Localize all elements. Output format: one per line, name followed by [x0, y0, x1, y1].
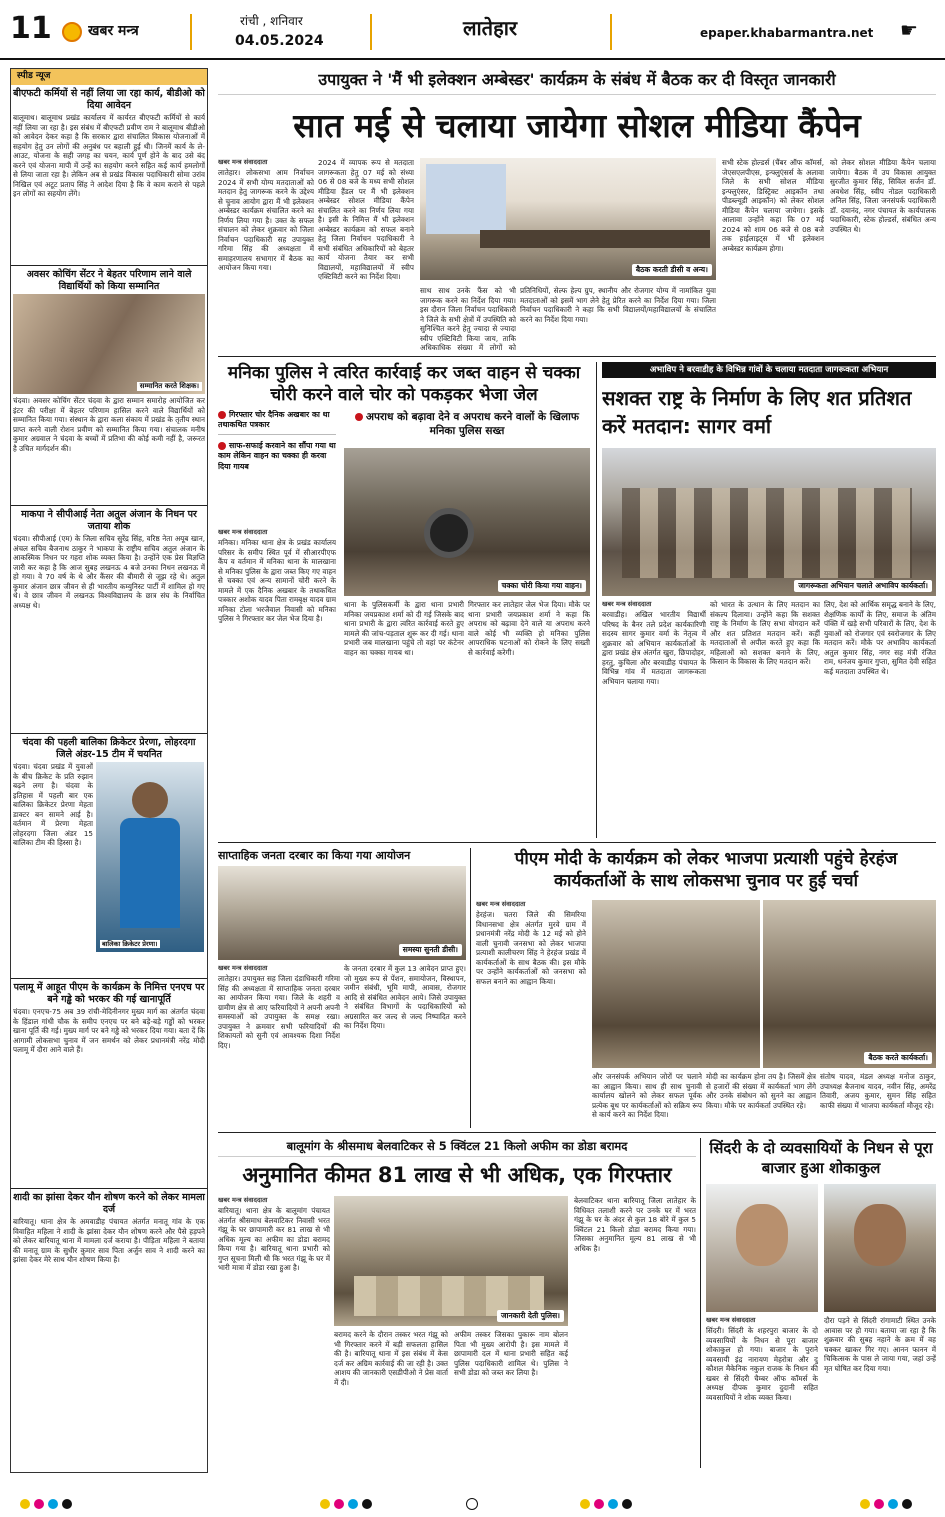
color-dot	[348, 1499, 358, 1509]
wheel	[424, 508, 474, 558]
divider	[218, 842, 936, 843]
darbar-col-1	[218, 964, 340, 1128]
darbar-photo	[218, 866, 466, 960]
site-url[interactable]: epaper.khabarmantra.net	[700, 26, 874, 40]
bullet-icon	[218, 411, 226, 419]
opium-col-1	[218, 1196, 330, 1466]
sidebar-news-5	[11, 979, 207, 1189]
sidebar-news-1	[11, 85, 207, 266]
bullet-item	[218, 410, 336, 435]
sindri-col-2: दौरा पड़ने से सिंदरी रांगामाटी स्थित उनके आवास पर हो गया। बताया जा रहा है कि शुक्रवार की सुबह नहाने के क्रम में वह चक्कर खाकर गिर गए। आनन फानन में चिकित्सक के पास ले जाया गया, जहां उन्हें मृत घोषित कर दिया गया।	[824, 1316, 936, 1373]
sidebar-news-title: अवसर कोचिंग सेंटर ने बेहतर परिणाम लाने वाले विद्यार्थियों को किया सम्मानित	[26, 268, 192, 292]
top-headline: सात मई से चलाया जायेगा सोशल मीडिया कैंपेन	[293, 106, 861, 145]
subheadline-text: अपराध को बढ़ावा देने व अपराध करने वालों के खिलाफ मनिका पुलिस सख्त	[366, 411, 579, 437]
sidebar-news-6	[11, 1189, 207, 1379]
police-subheadline	[344, 410, 590, 438]
vehicle-photo	[344, 448, 590, 596]
divider	[218, 356, 936, 357]
color-dot	[34, 1499, 44, 1509]
police-bullets	[218, 410, 336, 520]
sidebar-news-text: चंदवा। चंदवा प्रखंड में युवाओं के बीच क्रिकेट के प्रति रुझान बढ़ने लगा है। चंदवा के इतिहास में पहली बार एक बालिका क्रिकेटर प्रेरणा मेहता डाक्टर बन सामने आई है। वर्तमान में प्रेरणा मेहता लोहरदगा जिला अंडर 15 बालिका टीम की हिस्सा है।	[13, 762, 93, 848]
top-story-col-6: को लेकर सोशल मीडिया कैंपेन चलाया जायेगा। बैठक में उप विकास आयुक्त सुरजीत कुमार सिंह, सिविल सर्जन डॉ. अवधेश सिंह, स्वीप नोडल पदाधिकारी अनिल सिंह, जिला जनसंपर्क पदाधिकारी डॉ. दयानंद, नगर पंचायत के कार्यपालक पदाधिकारी, स्टेक होल्डर्स, संबंधित अन्य उपस्थित थे।	[830, 158, 936, 234]
businessman-photo-1	[706, 1184, 818, 1312]
color-dot	[48, 1499, 58, 1509]
police-headline: मनिका पुलिस ने त्वरित कार्रवाई कर जब्त वाहन से चक्का चोरी करने वाले चोर को पकड़कर भेजा जेल	[227, 363, 581, 405]
top-story-col-3: साथ साथ उनके फैंस को भी जागरूक करने का निर्देश दिया गया। इस दौरान जिला निर्वाचन पदाधिकारी ने जिले के सभी क्षेत्रों में उपस्थिति को सुनिश्चित करने हेतु ज्यादा से ज्यादा स्वीप एक्टिविटी किया जाय, ताकि अधिकाधिक संख्या में लोगों को	[420, 286, 516, 352]
photo-caption: बैठक करती डीसी व अन्य।	[632, 264, 712, 276]
bjp-meeting-photo	[592, 900, 936, 1068]
story-text: लातेहार। लोकसभा आम निर्वाचन 2024 में सभी योग्य मतदाताओं को मतदान हेतु जागरूक करने के उद्देश्य से चुनाव आयोग द्वारा मैं भी इलेक्शन अम्बेस्डर कार्यक्रम संचालित करने का निर्णय लिया गया है। उक्त के सफल संचालन को लेकर शुक्रवार को जिला निर्वाचन पदाधिकारी सह उपायुक्त गरिमा सिंह की अध्यक्षता में समाहरणालय सभागार में बैठक का आयोजन किया गया।	[218, 168, 314, 273]
color-dot	[902, 1499, 912, 1509]
police-col-3: गिरफ्तार कर लातेहार जेल भेज दिया। मौके पर थाना प्रभारी जयप्रकाश शर्मा ने कहा कि अपराध को बढ़ावा देने वाले या अपराध करने वाले कोई भी व्यक्ति हो मनिका पुलिस आपराधिक घटनाओं को रोकने के लिए सख्ती से कार्रवाई करेगी।	[468, 600, 590, 657]
table	[480, 230, 710, 248]
story-text: बरवाडीह। अखिल भारतीय विद्यार्थी परिषद के बैनर तले प्रदेश कार्यकारिणी सदस्य सागर कुमार वर्मा के नेतृत्व में शुक्रवार को अभियान कार्यकर्ताओं के द्वारा प्रखंड क्षेत्र अंतर्गत खुरा, छिपादोहर, हरतु, कुचिला और बरवाडीह पंचायत के विभिन्न गांव में मतदाता जागरूकता अभियान चलाया गया।	[602, 610, 706, 686]
strip-text: अभाविप ने बरवाडीह के विभिन्न गांवों के चलाया मतदाता जागरूकता अभियान	[649, 365, 889, 375]
sidebar-news-text: बारियातू। थाना क्षेत्र के अमवाडीह पंचायत अंतर्गत मनातू गांव के एक विवाहित महिला ने शादी के झांसा देकर यौन शोषण करने और पैसे हड़पने को लेकर बारियातू थाना में मामला दर्ज कराया है। पीड़िता महिला ने बताया की मनातू ग्राम के सुधीर कुमार साव पिता अर्जुन साव ने शादी करने का झांसा देकर मेरे साथ यौन शोषण किया है।	[13, 1217, 205, 1265]
page-number: 11	[10, 14, 52, 44]
sidebar-news-title: पलामू में आहूत पीएम के कार्यक्रम के निमित्त एनएच पर बने गड्ढे को भरकर की गई खानापूर्ति	[13, 981, 205, 1005]
sidebar-news-title: चंदवा की पहली बालिका क्रिकेटर प्रेरणा, लोहरदगा जिले अंडर-15 टीम में चयनित	[22, 736, 196, 760]
photo-caption: जागरूकता अभियान चलाते अभाविप कार्यकर्ता।	[794, 580, 932, 592]
opium-col-2: बरामद करने के दौरान तस्कर भरत गंझू को भी गिरफ्तार करने में बड़ी सफलता हासिल की है। बारियातू थाना में इस संबंध में केस दर्ज कर अग्रिम कार्रवाई की जा रही है। उक्त आशय की जानकारी एसडीपीओ ने प्रेस वार्ता में दी।	[334, 1330, 448, 1387]
opium-col-4: बेलवाटिकर थाना बारियातू जिला लातेहार के विधिवत तलाशी करने पर उनके घर में भरत गंझू के घर के अंदर से कुल 18 बोरे में कुल 5 क्विंटल 21 किलो डोडा बरामद किया गया। जिसका अनुमानित मूल्य 81 लाख से भी अधिक है।	[574, 1196, 696, 1253]
column-divider	[700, 1138, 701, 1468]
story-text: बारियातू। थाना क्षेत्र के बालूमांग पंचायत अंतर्गत श्रीसमाध बेलवाटिकर निवासी भरत गंझू के घर छापामारी कर 81 लाख से भी अधिक मूल्य का अफीम का डोडा बरामद किया गया है। बारियातू थाना प्रभारी को गुप्त सूचना मिली थी कि भरत गंझू के घर में भारी मात्रा में डोडा रखा हुआ है।	[218, 1206, 330, 1273]
divider-line	[760, 900, 763, 1068]
hand-pointer-icon: ☛	[900, 20, 918, 40]
opium-headline: अनुमानित कीमत 81 लाख से भी अधिक, एक गिरफ्तार	[242, 1163, 672, 1187]
photo-caption: जानकारी देती पुलिस।	[497, 1310, 564, 1322]
sidebar-news-2	[11, 266, 207, 506]
bullet-item	[218, 441, 336, 471]
sagar-col-2: को भारत के उत्थान के लिए मतदान का संकल्प दिलाया। उन्होंने कहा कि सशक्त राष्ट्र के निर्माण के लिए सभा योगदान करें और शत प्रतिशत मतदान करें। कहीं मतदाताओं से अपील करते हुए कहा कि महिलाओं को सशक्त बनाने के लिए, किसान के विकास के लिए मतदान करें।	[710, 600, 820, 666]
darbar-headline: साप्ताहिक जनता दरबार का किया गया आयोजन	[218, 849, 411, 862]
opium-kicker: बालूमांग के श्रीसमाध बेलवाटिकर से 5 क्विंटल 21 किलो अफीम का डोडा बरामद	[218, 1138, 696, 1157]
header-date: 04.05.2024	[235, 33, 324, 49]
photo-caption: चक्का चोरी किया गया वाहन।	[498, 580, 586, 592]
story-text: लातेहार। उपायुक्त सह जिला दंडाधिकारी गरिमा सिंह की अध्यक्षता में साप्ताहिक जनता दरबार का आयोजन किया गया। जिले के शहरी व ग्रामीण क्षेत्र से आए फरियादियों ने अपनी अपनी समस्याओं को उपायुक्त के समक्ष रखा। उपायुक्त ने क्रमवार सभी फरियादियों की शिकायतों को सुनी एवं आवश्यक दिशा निर्देश दिए।	[218, 974, 340, 1050]
color-dot	[608, 1499, 618, 1509]
story-text: हेरहंज। चतरा जिले की सिमरिया विधानसभा क्षेत्र अंतर्गत मुरवे ग्राम में प्रधानमंत्री नरेंद्र मोदी के 12 मई को होने वाली चुनावी जनसभा को लेकर भाजपा प्रत्याशी कालीचरण सिंह ने हेरहंज प्रखंड में कार्यकर्ताओं के साथ बैठक की। इस मौके पर उन्होंने कार्यकर्ताओं को जनसभा को सफल बनाने का आह्वान किया।	[476, 910, 586, 986]
face	[854, 1204, 906, 1266]
sagar-col-3: लिए, देश को आर्थिक समृद्ध बनाने के लिए, शैक्षणिक कार्यों के लिए, समाज के अंतिम पंक्ति में खड़े सभी परिवारों के लिए, देश के युवाओं को रोजगार एवं स्वरोजगार के लिए मतदान करें। मौके पर अभाविप कार्यकर्ता अतुल कुमार सिंह, नगर सह मंत्री रंजित राम, धनंजय कुमार गुप्ता, सुमित देवी सहित कई मतदाता उपस्थित थे।	[824, 600, 936, 676]
police-col-1	[218, 528, 336, 838]
businessman-photo-2	[824, 1184, 936, 1312]
bullet-icon	[218, 442, 226, 450]
sindri-col-1	[706, 1316, 818, 1466]
crosshair-icon	[466, 1498, 478, 1510]
header-divider-2	[370, 14, 372, 50]
modi-col-3: मोदी का कार्यक्रम होना तय है। जिसमें क्षेत्र से हजारों की संख्या में कार्यकर्ता भाग लेंगे और उनके संबोधन को सुनने का आह्वान किया। मौके पर कार्यकर्ता उपस्थित रहे।	[706, 1072, 816, 1110]
modi-col-2: और जनसंपर्क अभियान जोरों पर चलाने का आह्वान किया। साथ ही साथ चुनावी कार्यालय खोलने को लेकर सफल पूर्वक प्रत्येक बूथ पर कार्यकर्ताओं को सक्रिय रूप से कार्य करने का निर्देश दिया।	[592, 1072, 702, 1119]
story-text: सिंदरी। सिंदरी के शहरपुरा बाजार के दो व्यवसायियों के निधन से पूरा बाजार शोकाकुल हो गया। बाजार के पुराने व्यवसायी इंद्र नारायण मेहरोत्रा और दु कौशल मैकेनिक नकुल राजक के निधन की खबर से सिंदरी चैम्बर ऑफ कॉमर्स के अध्यक्ष दीपक कुमार दुदानी सहित व्यवसायियों ने शोक व्यक्त किया।	[706, 1326, 818, 1402]
cricketer-jersey	[120, 818, 180, 928]
byline: खबर मन्त्र संवाददाता	[218, 964, 268, 972]
sagar-headline: सशक्त राष्ट्र के निर्माण के लिए शत प्रतिशत करें मतदान: सागर वर्मा	[602, 386, 912, 438]
divider	[218, 1132, 936, 1133]
color-dot	[594, 1499, 604, 1509]
header-divider	[190, 14, 192, 50]
darbar-col-2: के जनता दरबार में कुल 13 आवेदन प्राप्त हुए। जो मुख्य रूप से पेंशन, समायोजन, विस्थापन, जमीन संबंधी, भूमि मापी, आवास, रोजगार आदि से संबंधित आवेदन आये। जिसे उपायुक्त ने संबंधित विभागों के पदाधिकारियों को अग्रसारित कर जल्द से जल्द निष्पादित करने का निर्देश दिया।	[344, 964, 466, 1030]
sidebar-label: स्पीड न्यूज	[11, 69, 207, 85]
sidebar-news-title: माकपा ने सीपीआई नेता अतुल अंजान के निधन पर जताया शोक	[21, 508, 197, 532]
photo-caption: बालिका क्रिकेटर प्रेरणा।	[102, 940, 158, 948]
top-kicker: उपायुक्त ने 'मैं भी इलेक्शन अम्बेस्डर' कार्यक्रम के संबंध में बैठक कर दी विस्तृत जानकारी	[218, 70, 936, 95]
seizure-photo	[334, 1196, 568, 1326]
face	[736, 1204, 788, 1266]
color-dot	[888, 1499, 898, 1509]
modi-col-4: संतोष यादव, मंडल अध्यक्ष मनोज ठाकुर, उपाध्यक्ष बैजनाथ यादव, नवीन सिंह, अमरेंद्र तिवारी, अजय कुमार, सुमन सिंह सहित काफी संख्या में भाजपा कार्यकर्ता मौजूद रहे।	[820, 1072, 936, 1110]
sidebar-news-title: बीएफटी कर्मियों से नहीं लिया जा रहा कार्य, बीडीओ को दिया आवेदन	[13, 87, 205, 111]
color-dot	[362, 1499, 372, 1509]
modi-col-1	[476, 900, 586, 1128]
people-group	[622, 488, 912, 578]
photo-caption: सम्मानित करते शिक्षक।	[137, 382, 202, 391]
sagar-col-1	[602, 600, 706, 838]
brand-logo-icon	[62, 22, 82, 42]
brand-name: खबर मन्त्र	[88, 23, 139, 39]
top-story-col-1	[218, 158, 314, 353]
bullet-text: साफ-सफाई करवाने का सौंपा गया था काम लेकिन वाहन का चक्का ही करवा दिया गायब	[218, 441, 336, 471]
sidebar-news-text: चंदवा। अवसर कोचिंग सेंटर चंदवा के द्वारा सम्मान समारोह आयोजित कर इंटर की परीक्षा में बेहतर परिणाम हासिल करने वाले विद्यार्थियों को सम्मानित किया गया। संस्थान के द्वारा कला संकाय में प्रखंड के तृतीय स्थान प्राप्त करने वाली रोशन प्रवीण को सम्मानित किया गया। संचालक मनीष कुमार अग्रवाल ने चंदवा के बच्चों में प्रतिभा की कोई कमी नहीं है, जरूरत है उचित मार्गदर्शन की।	[13, 396, 205, 453]
photo-caption: समस्या सुनती डीसी।	[399, 944, 462, 956]
byline: खबर मन्त्र संवाददाता	[476, 900, 526, 908]
column-divider	[596, 362, 597, 838]
top-story-col-2: 2024 में व्यापक रूप से मतदाता जागरूकता हेतु 07 मई को संध्या 06 से 08 बजे के मध्य सभी सोशल मीडिया हैंडल पर मैं भी इलेक्शन अम्बेस्डर सोशल मीडिया कैंपेन संचालित करने का निर्णय लिया गया है। इसी के निमित्त मैं भी इलेक्शन अम्बेस्डर कार्यक्रम को सफल बनाने हेतु जिला निर्वाचन पदाधिकारी ने सभी संबंधित अधिकारियों को बेहतर कार्य योजना तैयार कर सभी विद्यालयों, महाविद्यालयों में स्वीप एक्टिविटी करने का निर्देश दिया।	[318, 158, 414, 281]
byline: खबर मन्त्र संवाददाता	[706, 1316, 756, 1324]
byline: खबर मन्त्र संवाददाता	[602, 600, 652, 608]
byline: खबर मन्त्र संवाददाता	[218, 158, 268, 166]
cricketer-figure	[132, 782, 168, 818]
column-divider	[470, 848, 471, 1128]
top-story-col-5: सभी स्टेक होल्डर्स (चैंबर ऑफ कॉमर्स, जेएसएलपीएस, इन्फ्लुएंसर्स के अलावा जिले के सभी सोशल मीडिया इन्फ्लुएंसर, डिस्ट्रिक्ट आइकॉन तथा पीडब्ल्यूडी आइकॉन) को लेकर सोशल मीडिया कैंपेन चलाया जायेगा। इसके आलावा उन्होंने कहा कि 07 मई 2024 को शाम 06 बजे से 08 बजे तक हाईलाइट्स में भी इलेक्शन अम्बेस्डर कार्यक्रम होगा।	[722, 158, 824, 253]
color-dot	[874, 1499, 884, 1509]
sidebar-news-4	[11, 734, 207, 979]
campaign-photo	[602, 448, 936, 596]
color-dot	[320, 1499, 330, 1509]
sindri-headline: सिंदरी के दो व्यवसायियों के निधन से पूरा बाजार हुआ शोकाकुल	[709, 1139, 933, 1177]
police-col-2: थाना के पुलिसकर्मी के द्वारा थाना प्रभारी मनिका जयप्रकाश शर्मा को दी गई जिसके बाद थाना प्रभारी के द्वारा त्वरित कार्रवाई करते हुए मामले की जांच-पड़ताल शुरू कर दी गई। थाना प्रभारी जब मालखाना पहुंचे तो वहां पर कंटेनर वाहन का चक्का गायब था।	[344, 600, 464, 657]
section-name: लातेहार	[462, 16, 518, 40]
header-day: रांची , शनिवार	[240, 14, 303, 28]
bullet-text: गिरफ्तार चोर दैनिक अखबार का था तथाकथित पत्रकार	[218, 410, 330, 430]
color-dot	[622, 1499, 632, 1509]
story-text: मनिका। मनिका थाना क्षेत्र के प्रखंड कार्यालय परिसर के समीप स्थित पूर्व में सीआरपीएफ कैंप व वर्तमान में मनिका थाना के मालखाना से मनिका पुलिस के द्वारा जब्त किए गए वाहन से चक्का एवं अन्य सामानों चोरी करने के मामले में एक दैनिक अखबार के तथाकथित पत्रकार अशोक यादव पिता रामबृक्ष यादव ग्राम मनिका टोला भरजैवाल निवासी को मनिका पुलिस ने गिरफ्तार कर जेल भेज दिया है।	[218, 538, 336, 624]
color-dot	[334, 1499, 344, 1509]
sidebar-news-text: बालूमाथ। बालूमाथ प्रखंड कार्यालय में कार्यरत बीएफटी कर्मियों से कार्य नहीं लिया जा रहा है। इस संबंध में बीएफटी प्रवीण राम ने बालूमाथ बीडीओ को आवेदन देकर कहा है कि सरकार द्वारा संचालित विकास योजनाओं में सहयोग हेतु उन लोगों की अनुबंध पर बहाली हुई थी। जिनमें कार्य के ले-आउट, योजना के सही जगह का चयन, कार्य पूर्ण होने के बाद उसे बंद करने एवं योजना मापी में उन्हें का सहयोग करने सहित कई कार्य हमलोगों से लिया जाता रहा है। लेकिन अब से प्रखंड विकास पदाधिकारी सोमा उरांव निखिल एवं अटूट प्रताप सिंह ने आदेश दिया है कि वे काम कराने से पहले इन लोगों का सहयोग लेंगे।	[13, 113, 205, 199]
modi-headline: पीएम मोदी के कार्यक्रम को लेकर भाजपा प्रत्याशी पहुंचे हेरहंज कार्यकर्ताओं के साथ लोकसभा चुनाव पर हुई चर्चा	[514, 849, 898, 891]
byline: खबर मन्त्र संवाददाता	[218, 1196, 268, 1204]
sagar-strip	[602, 362, 936, 378]
cricketer-photo	[96, 762, 204, 952]
color-dot	[20, 1499, 30, 1509]
page-header	[0, 0, 945, 60]
sidebar-news-title: शादी का झांसा देकर यौन शोषण करने को लेकर मामला दर्ज	[13, 1191, 205, 1215]
header-divider-3	[610, 14, 612, 50]
sidebar-news-3	[11, 506, 207, 734]
color-dot	[62, 1499, 72, 1509]
meeting-photo	[420, 158, 716, 280]
students-photo	[13, 294, 205, 394]
registration-marks	[0, 1497, 945, 1511]
sidebar-news-text: चंदवा। एनएच-75 अब 39 रांची-मेदिनीनगर मुख्य मार्ग का अंतर्गत चंदवा के हिंडाल गांधी चौक के समीप एनएच पर बने बड़े-बड़े गड्ढों को भरकर खाना पूर्ति की गई। मुख्य मार्ग पर बने गड्ढे को भरकर दिया गया। बता दें कि आगामी लोकसभा चुनाव में जन समर्थन को लेकर प्रधानमंत्री नरेंद्र मोदी पलामू में दौरा आने वाले हैं।	[13, 1007, 205, 1055]
speed-news-sidebar	[10, 68, 208, 1473]
screen-backdrop	[426, 164, 506, 234]
bullet-icon	[355, 413, 363, 421]
color-dot	[580, 1499, 590, 1509]
top-story-col-4: प्रतिनिधियों, सेल्फ हेल्प ग्रुप, स्थानीय और रोजगार योग्य में नामांकित युवा मतदाताओं को इसमें भाग लेने हेतु प्रेरित करने का निर्देश दिया गया। जिला निर्वाचन पदाधिकारी ने कहा कि सभी विद्यालयों/महाविद्यालयों के संचालित करने का निर्देश दिया गया।	[520, 286, 716, 324]
color-dot	[860, 1499, 870, 1509]
sidebar-news-text: चंदवा। सीपीआई (एम) के जिला सचिव सुरेंद्र सिंह, वरिष्ठ नेता अयूब खान, अंचल सचिव बैजनाथ ठाकुर ने भाकपा के राष्ट्रीय सचिव अतुल अंजान के आकस्मिक निधन पर गहरा शोक व्यक्त किया है। उन्होंने एक प्रेस विज्ञप्ति जारी कर कहा है कि आज सुबह लखनऊ 4 बजे उनका निधन लखनऊ में हो गया। वे 70 वर्ष के थे और कैंसर की बीमारी से जूझ रहे थे। अतुल कुमार अंजान छात्र जीवन से ही भारतीय कम्युनिस्ट पार्टी में शामिल हो गए थे। वे छात्र जीवन में लखनऊ विश्वविद्यालय के छात्र संघ के निर्वाचित अध्यक्ष थे।	[13, 534, 205, 610]
byline: खबर मन्त्र संवाददाता	[218, 528, 268, 536]
opium-col-3: अफीम तस्कर जिसका पुकारू नाम बोलन पिता भी मुख्य आरोपी है। इस मामले में छापामारी दल में थाना प्रभारी सहित कई पुलिस पदाधिकारी शामिल थे। पुलिस ने सभी डोडा को जब्त कर लिया है।	[454, 1330, 568, 1377]
photo-caption: बैठक करते कार्यकर्ता।	[864, 1052, 932, 1064]
